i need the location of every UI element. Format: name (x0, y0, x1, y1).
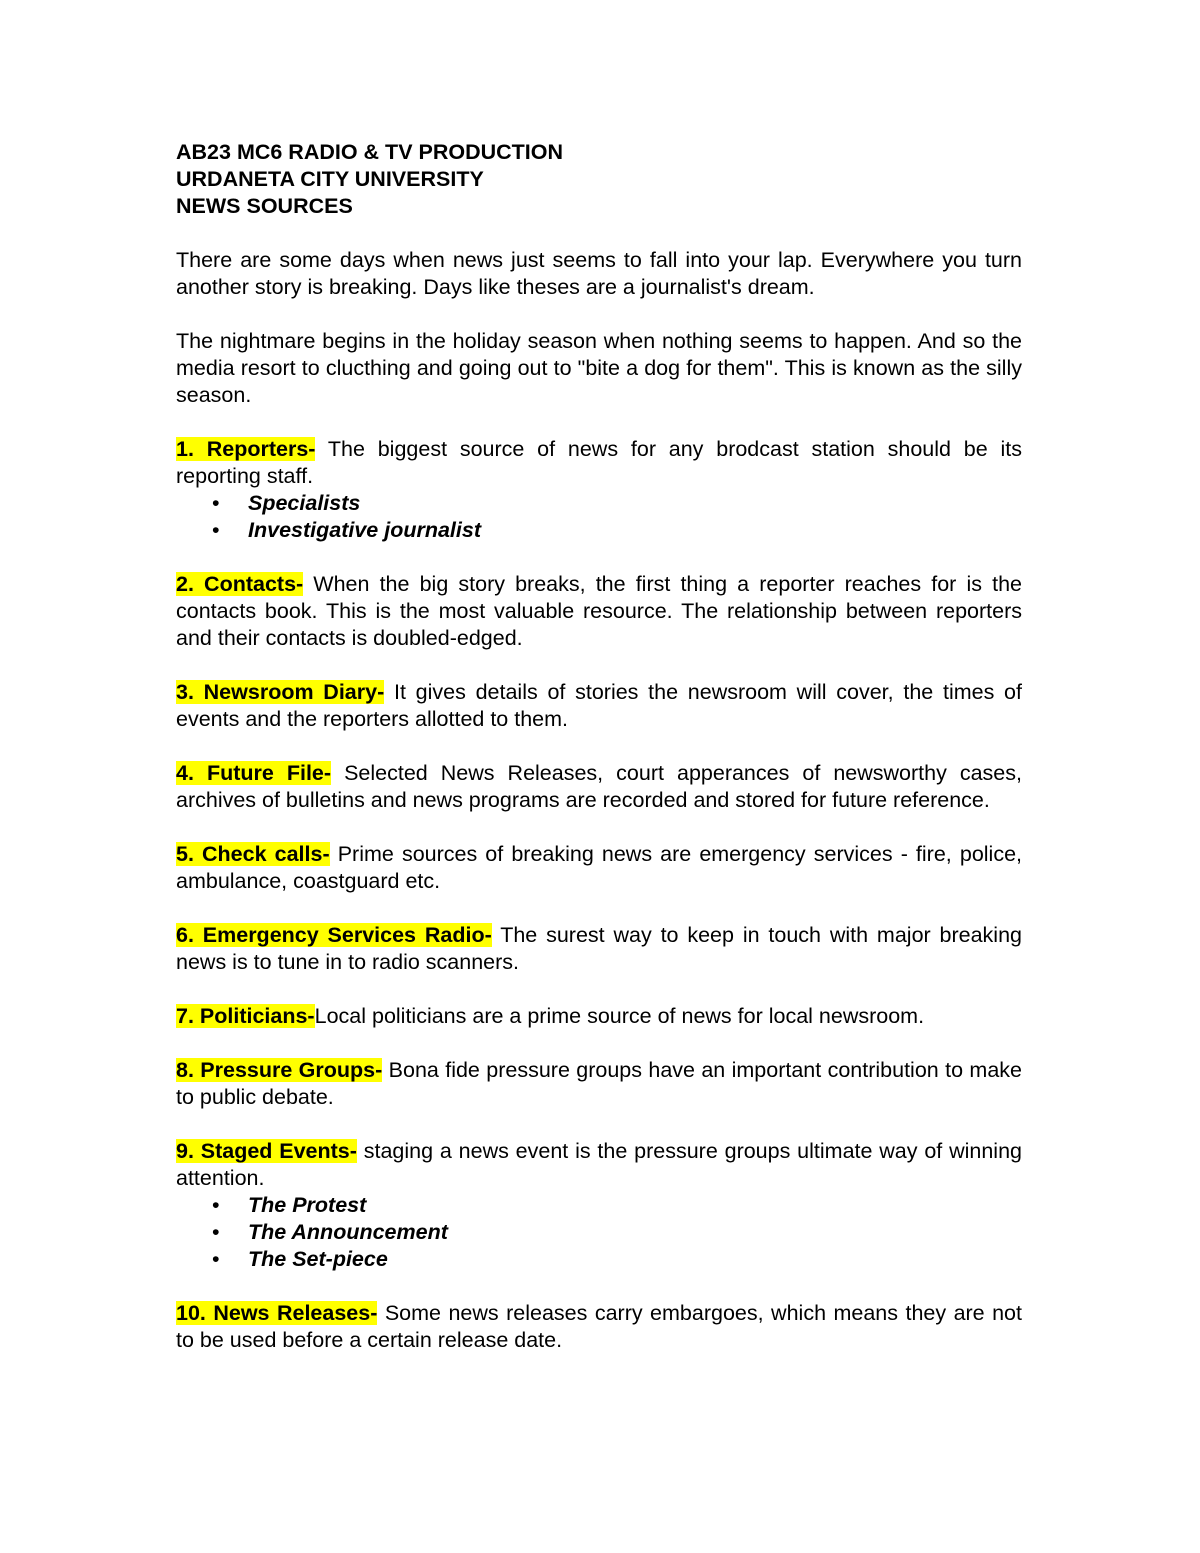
sub-list-item-label: Specialists (248, 491, 361, 515)
news-source-paragraph (176, 571, 1022, 652)
bullet-icon: • (212, 491, 220, 515)
news-source-label: 3. Newsroom Diary- (176, 680, 385, 704)
news-source-paragraph (176, 679, 1022, 733)
news-source-paragraph (176, 1057, 1022, 1111)
news-source-paragraph (176, 1138, 1022, 1192)
news-source-paragraph (176, 1003, 1022, 1030)
sub-list-item-label: The Protest (248, 1193, 367, 1217)
document-header (176, 139, 1022, 220)
news-source-paragraph (176, 436, 1022, 490)
news-source-description: The surest way to keep in touch with major breaking news is to tune in to radio scanners. (176, 923, 1022, 974)
news-source-label: 8. Pressure Groups- (176, 1058, 383, 1082)
sub-list-item (176, 490, 1022, 517)
news-source-description: Selected News Releases, court apperances of newsworthy cases, archives of bulletins and news programs are recorded and stored for future reference. (176, 761, 1022, 812)
sub-list (176, 490, 1022, 544)
sub-list-item (176, 517, 1022, 544)
news-source-label: 1. Reporters- (176, 437, 316, 461)
sub-list-item-label: Investigative journalist (248, 518, 481, 542)
news-source-description: Local politicians are a prime source of news for local newsroom. (314, 1004, 925, 1028)
news-source-paragraph (176, 760, 1022, 814)
news-source-description: Prime sources of breaking news are emergency services - fire, police, ambulance, coastguard etc. (176, 842, 1023, 893)
intro-paragraph: There are some days when news just seems to fall into your lap. Everywhere you turn another story is breaking. Days like theses are a journalist's dream. (176, 248, 1022, 299)
news-source-paragraph (176, 922, 1022, 976)
sub-list-item (176, 1192, 1022, 1219)
news-source-label: 4. Future File- (176, 761, 332, 785)
sub-list-item-label: The Announcement (248, 1220, 448, 1244)
news-source-item (176, 1138, 1022, 1273)
news-source-label: 9. Staged Events- (176, 1139, 357, 1163)
news-source-description: It gives details of stories the newsroom will cover, the times of events and the reporters allotted to them. (176, 680, 1022, 731)
sub-list-item (176, 1246, 1022, 1273)
bullet-icon: • (212, 1193, 220, 1217)
bullet-icon: • (212, 1220, 220, 1244)
document-page (176, 139, 1022, 1381)
intro-paragraph: The nightmare begins in the holiday season when nothing seems to happen. And so the media resort to clucthing and going out to "bite a dog for them". This is known as the silly season. (176, 329, 1022, 407)
bullet-icon: • (212, 1247, 220, 1271)
news-source-label: 2. Contacts- (176, 572, 304, 596)
news-source-paragraph (176, 841, 1022, 895)
news-source-label: 6. Emergency Services Radio- (176, 923, 492, 947)
news-source-label: 10. News Releases- (176, 1301, 378, 1325)
news-source-item (176, 436, 1022, 544)
sub-list-item-label: The Set-piece (248, 1247, 388, 1271)
news-source-description: Some news releases carry embargoes, which means they are not to be used before a certain release date. (176, 1301, 1022, 1352)
news-source-paragraph (176, 1300, 1022, 1354)
news-source-description: Bona fide pressure groups have an important contribution to make to public debate. (176, 1058, 1022, 1109)
sub-list (176, 1192, 1022, 1273)
news-source-description: The biggest source of news for any brodcast station should be its reporting staff. (176, 437, 1023, 488)
news-source-label: 7. Politicians- (176, 1004, 315, 1028)
university-name: URDANETA CITY UNIVERSITY (176, 167, 484, 191)
document-title: NEWS SOURCES (176, 194, 353, 218)
news-source-label: 5. Check calls- (176, 842, 330, 866)
news-source-description: When the big story breaks, the first thing a reporter reaches for is the contacts book. This is the most valuable resource. The relationship between reporters and their contacts is doubled-edged. (176, 572, 1022, 650)
bullet-icon: • (212, 518, 220, 542)
course-title: AB23 MC6 RADIO & TV PRODUCTION (176, 140, 564, 164)
spacer (176, 220, 1022, 247)
news-source-description: staging a news event is the pressure groups ultimate way of winning attention. (176, 1139, 1022, 1190)
sub-list-item (176, 1219, 1022, 1246)
